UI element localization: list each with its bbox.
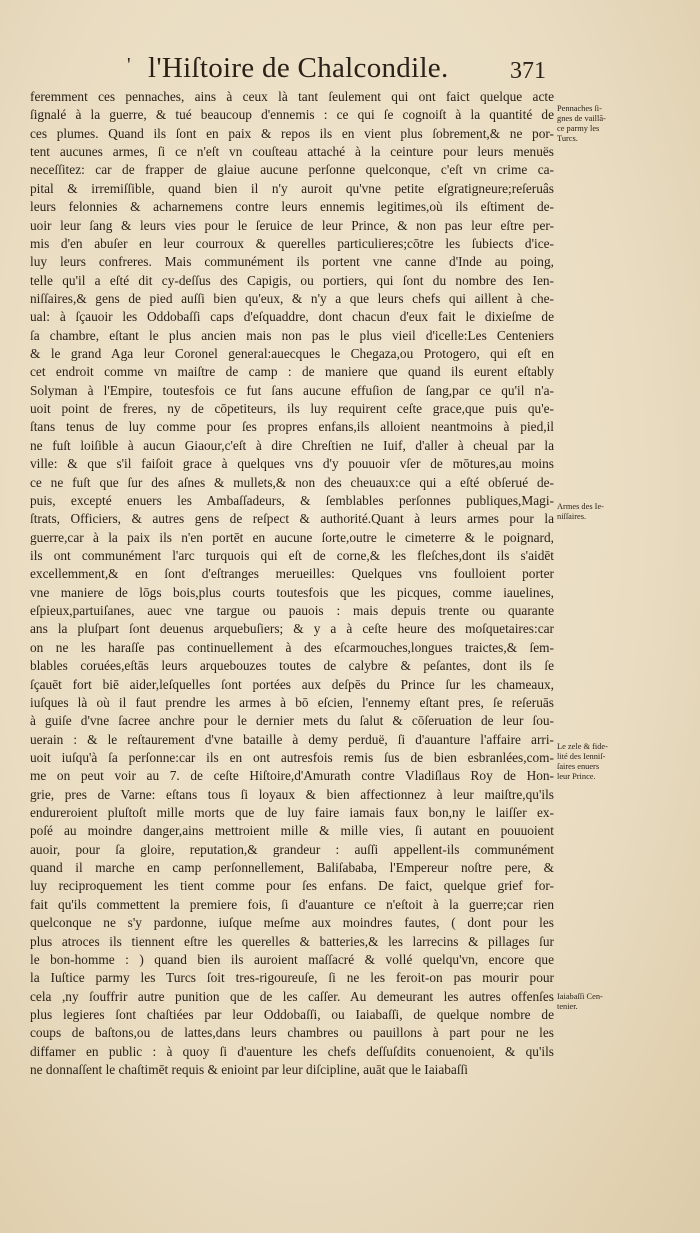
margin-note-iaiabassi	[557, 992, 655, 1012]
margin-note-armes	[557, 502, 655, 522]
text-line: le bon-homme : ) quand bien ils auroient maſſacré & vollé quelqu'vn, encore que	[30, 951, 554, 967]
text-line: leurs felonnies & acharnemens contre leurs ennemis legitimes,où ils eſtiment de-	[30, 199, 554, 215]
text-line: quelconque ne s'y pardonne, iuſque meſme aux moindres fautes, ( dont pour les	[30, 915, 554, 931]
text-line: ſtans tenus de luy comme pour ſes propres enfans,ils alloient neantmoins à pied,il	[30, 419, 554, 435]
margin-note-line: Iaiabaſſi Cen-	[557, 992, 603, 1001]
margin-note-line: ce parmy les	[557, 124, 600, 133]
text-line: niſſaires,& gens de pied auſſi bien qu'eux, & n'y a que leurs chefs qui aillent à che-	[30, 290, 554, 306]
text-line: pital & irremiſſible, quand bien il n'y auroit qu'vne petite eſgratigneure;reſeruâs	[30, 180, 554, 196]
margin-note-line: leur Prince.	[557, 772, 596, 781]
text-line: luy leurs confreres. Mais communément ils portent vne canne d'Inde au poing,	[30, 254, 554, 270]
text-line: grie, pres de Varne: eſtans tous ſi loyaux & bien affectionnez à leur maiſtre,qu'ils	[30, 786, 554, 802]
text-line: telle qu'il a eſté dit cy-deſſus des Capigis, ou portiers, qui ſont du nombre des Ien-	[30, 272, 554, 288]
margin-note-line: Pennaches ſi-	[557, 104, 602, 113]
margin-note-line: Le zele & fide-	[557, 742, 608, 751]
running-title: l'Hiſtoire de Chalcondile.	[148, 52, 449, 84]
text-line: ces plumes. Quand ils ſont en paix & repos ils en vient plus ſobrement,& ne por-	[30, 125, 554, 141]
text-line: neceſſitez: car de frapper de glaiue aucune perſonne quelconque, c'eſt vn crime ca-	[30, 162, 554, 178]
text-line: uoit point de freres, ny de cōpetiteurs, ils luy requirent ceſte grace,que puis qu'e-	[30, 401, 554, 417]
text-line: mis d'en abuſer en leur courroux & querelles particulieres;cōtre les ſubiects d'ice-	[30, 235, 554, 251]
text-line: poſé au moindre danger,ains mettroient mille & mille vies, ſi autant en pouuoient	[30, 823, 554, 839]
text-line: plus legieres ſont chaſtiées par leur Oddobaſſi, ou Iaiabaſſi, de quelque nombre de	[30, 1006, 554, 1022]
text-line: guerre,car à la paix ils n'en portēt en aucune ſorte,outre le cimeterre & le poignard,	[30, 529, 554, 545]
text-line: vne maniere de lōgs bois,plus courts toutesfois que les picques, comme iauelines,	[30, 584, 554, 600]
text-line: ans la pluſpart ſont deuenus arquebuſiers; & y a à ceſte heure des moſquetaires:car	[30, 621, 554, 637]
text-line: me on peut voir au 7. de ceſte Hiſtoire,d'Amurath contre Vladiſlaus Roy de Hon-	[30, 768, 554, 784]
text-line: plus atroces ils tiennent eſtre les querelles & batteries,& les larrecins & pillages ſur	[30, 933, 554, 949]
margin-note-line: niſſaires.	[557, 512, 587, 521]
text-line: la Iuſtice parmy les Turcs ſoit tres-rigoureuſe, ſi ne les feroit-on pas mourir pour	[30, 970, 554, 986]
text-line: fait qu'ils commettent la premiere fois, ſi d'auanture ce n'eſtoit à la guerre;car rien	[30, 896, 554, 912]
text-line: luy reciproquement les tient comme pour ſes enfans. De faict, quelque grief for-	[30, 878, 554, 894]
text-line: uerain : & le reſtaurement d'vne bataille à demy perduë, ſi d'auanture l'affaire arri-	[30, 731, 554, 747]
page-number: 371	[510, 58, 546, 84]
text-line: feremment ces pennaches, ains à ceux là tant ſeulement qui ont faict quelque acte	[30, 89, 554, 104]
text-line: ſtrats, Officiers, & autres gens de reſpect & authorité.Quant à leurs armes pour la	[30, 511, 554, 527]
margin-note-pennaches	[557, 104, 655, 144]
text-line: uoir leur ſang & leurs vies pour le ſeruice de leur Prince, & non pas leur eſtre per-	[30, 217, 554, 233]
text-line: iuſques là où il faut prendre les armes à bō eſcien, l'ennemy eſtant pres, ſe reſeruās	[30, 694, 554, 710]
margin-note-line: lité des Ienniſ-	[557, 752, 606, 761]
text-line: excellemment,& en ſont d'eſtranges merueilles: Quelques vns foulloient porter	[30, 566, 554, 582]
text-line: auoir, pour ſa gloire, reputation,& grandeur : auſſi appellent-ils communément	[30, 841, 554, 857]
text-line: ſa chambre, eſtant le plus ancien mais non pas le plus vieil d'icelle:Les Centeniers	[30, 327, 554, 343]
margin-note-line: tenier.	[557, 1002, 578, 1011]
text-line: tent aucunes armes, ſi ce n'eſt vn couſteau attaché à la ceinture pour leurs menuës	[30, 144, 554, 160]
text-line: cela ,ny ſouffrir autre punition que de les caſſer. Au demeurant les autres offenſes	[30, 988, 554, 1004]
text-line: & le grand Aga leur Coronel general:auecques le Chegaza,ou Protogero, qui eſt en	[30, 346, 554, 362]
text-line: blables coruées,eſtās leurs arquebouzes toutes de calybre & peſantes, dont ils ſe	[30, 658, 554, 674]
text-line: ce ne fuſt que ſur des aſnes & mullets,& non des cheuaux:ce qui a eſté obſerué de-	[30, 474, 554, 490]
text-line: cet endroit comme vn maiſtre de camp : de maniere que quand ils eurent eſtably	[30, 364, 554, 380]
text-line: ne fuſt loiſible à aucun Giaour,c'eſt à dire Chreſtien ne Iuif, d'aller à cheual par la	[30, 437, 554, 453]
text-line: coups de baſtons,ou de lattes,dans leurs chambres ou pauillons à part pour ne les	[30, 1025, 554, 1041]
header-mark: '	[127, 54, 131, 76]
text-line: ils ont communément l'arc turquois qui eſt de corne,& les fleſches,dont ils s'aidēt	[30, 547, 554, 563]
text-line: eſpieux,partuiſanes, auec vne targue ou pauois : mais depuis trente ou quarante	[30, 603, 554, 619]
text-line: ſçauēt fort biē aider,leſquelles ſont portées aux deſpēs du Prince ſur les chameaux,	[30, 676, 554, 692]
text-line: diffamer en public : à quoy ſi d'auenture les chefs deſſuſdits conuenoient, & qu'ils	[30, 1043, 554, 1059]
margin-note-line: gnes de vaillā-	[557, 114, 606, 123]
text-line: on ne les haraſſe pas continuellement à des eſcarmouches,longues traictes,& ſem-	[30, 639, 554, 655]
running-header	[0, 52, 700, 86]
margin-note-line: ſaires enuers	[557, 762, 600, 771]
text-line: ne donnaſſent le chaſtimēt requis & enioint par leur diſcipline, auāt que le Iaiabaſſi	[30, 1062, 468, 1078]
text-line: Solyman à l'Empire, toutesfois ce fut ſans aucune effuſion de ſang,par ce qu'il n'a-	[30, 382, 554, 398]
margin-note-zele	[557, 742, 655, 782]
text-line: quand il marche en camp perſonnellement, Baliſababa, l'Empereur noſtre pere, &	[30, 860, 554, 876]
text-line: ual: à ſçauoir les Oddobaſſi caps d'eſquaddre, dont chacun d'eux fait le dixieſme de	[30, 309, 554, 325]
body-text	[30, 88, 554, 1079]
text-line: endureroient pluſtoſt mille morts que de luy faire iamais faux bon,ny le laiſſer ex-	[30, 805, 554, 821]
margin-note-line: Turcs.	[557, 134, 578, 143]
text-line: uoit iuſqu'à ſa perſonne:car ils en ont autresfois remis ſus de bien esbranlées,com-	[30, 749, 554, 765]
text-line: ſignalé à la guerre, & tué beaucoup d'ennemis : ce qui ſe cognoiſt à la quantité de	[30, 107, 554, 123]
text-line: puis, excepté enuers les Ambaſſadeurs, & ſemblables perſonnes publiques,Magi-	[30, 492, 554, 508]
margin-note-line: Armes des Ie-	[557, 502, 604, 511]
text-line: à guiſe d'vne ſacree anchre pour le dernier mets du ſalut & cōſeruation de leur ſou-	[30, 713, 554, 729]
text-line: ville: & que s'il faiſoit grace à quelques vns d'y pouuoir vſer de mōtures,au moins	[30, 456, 554, 472]
